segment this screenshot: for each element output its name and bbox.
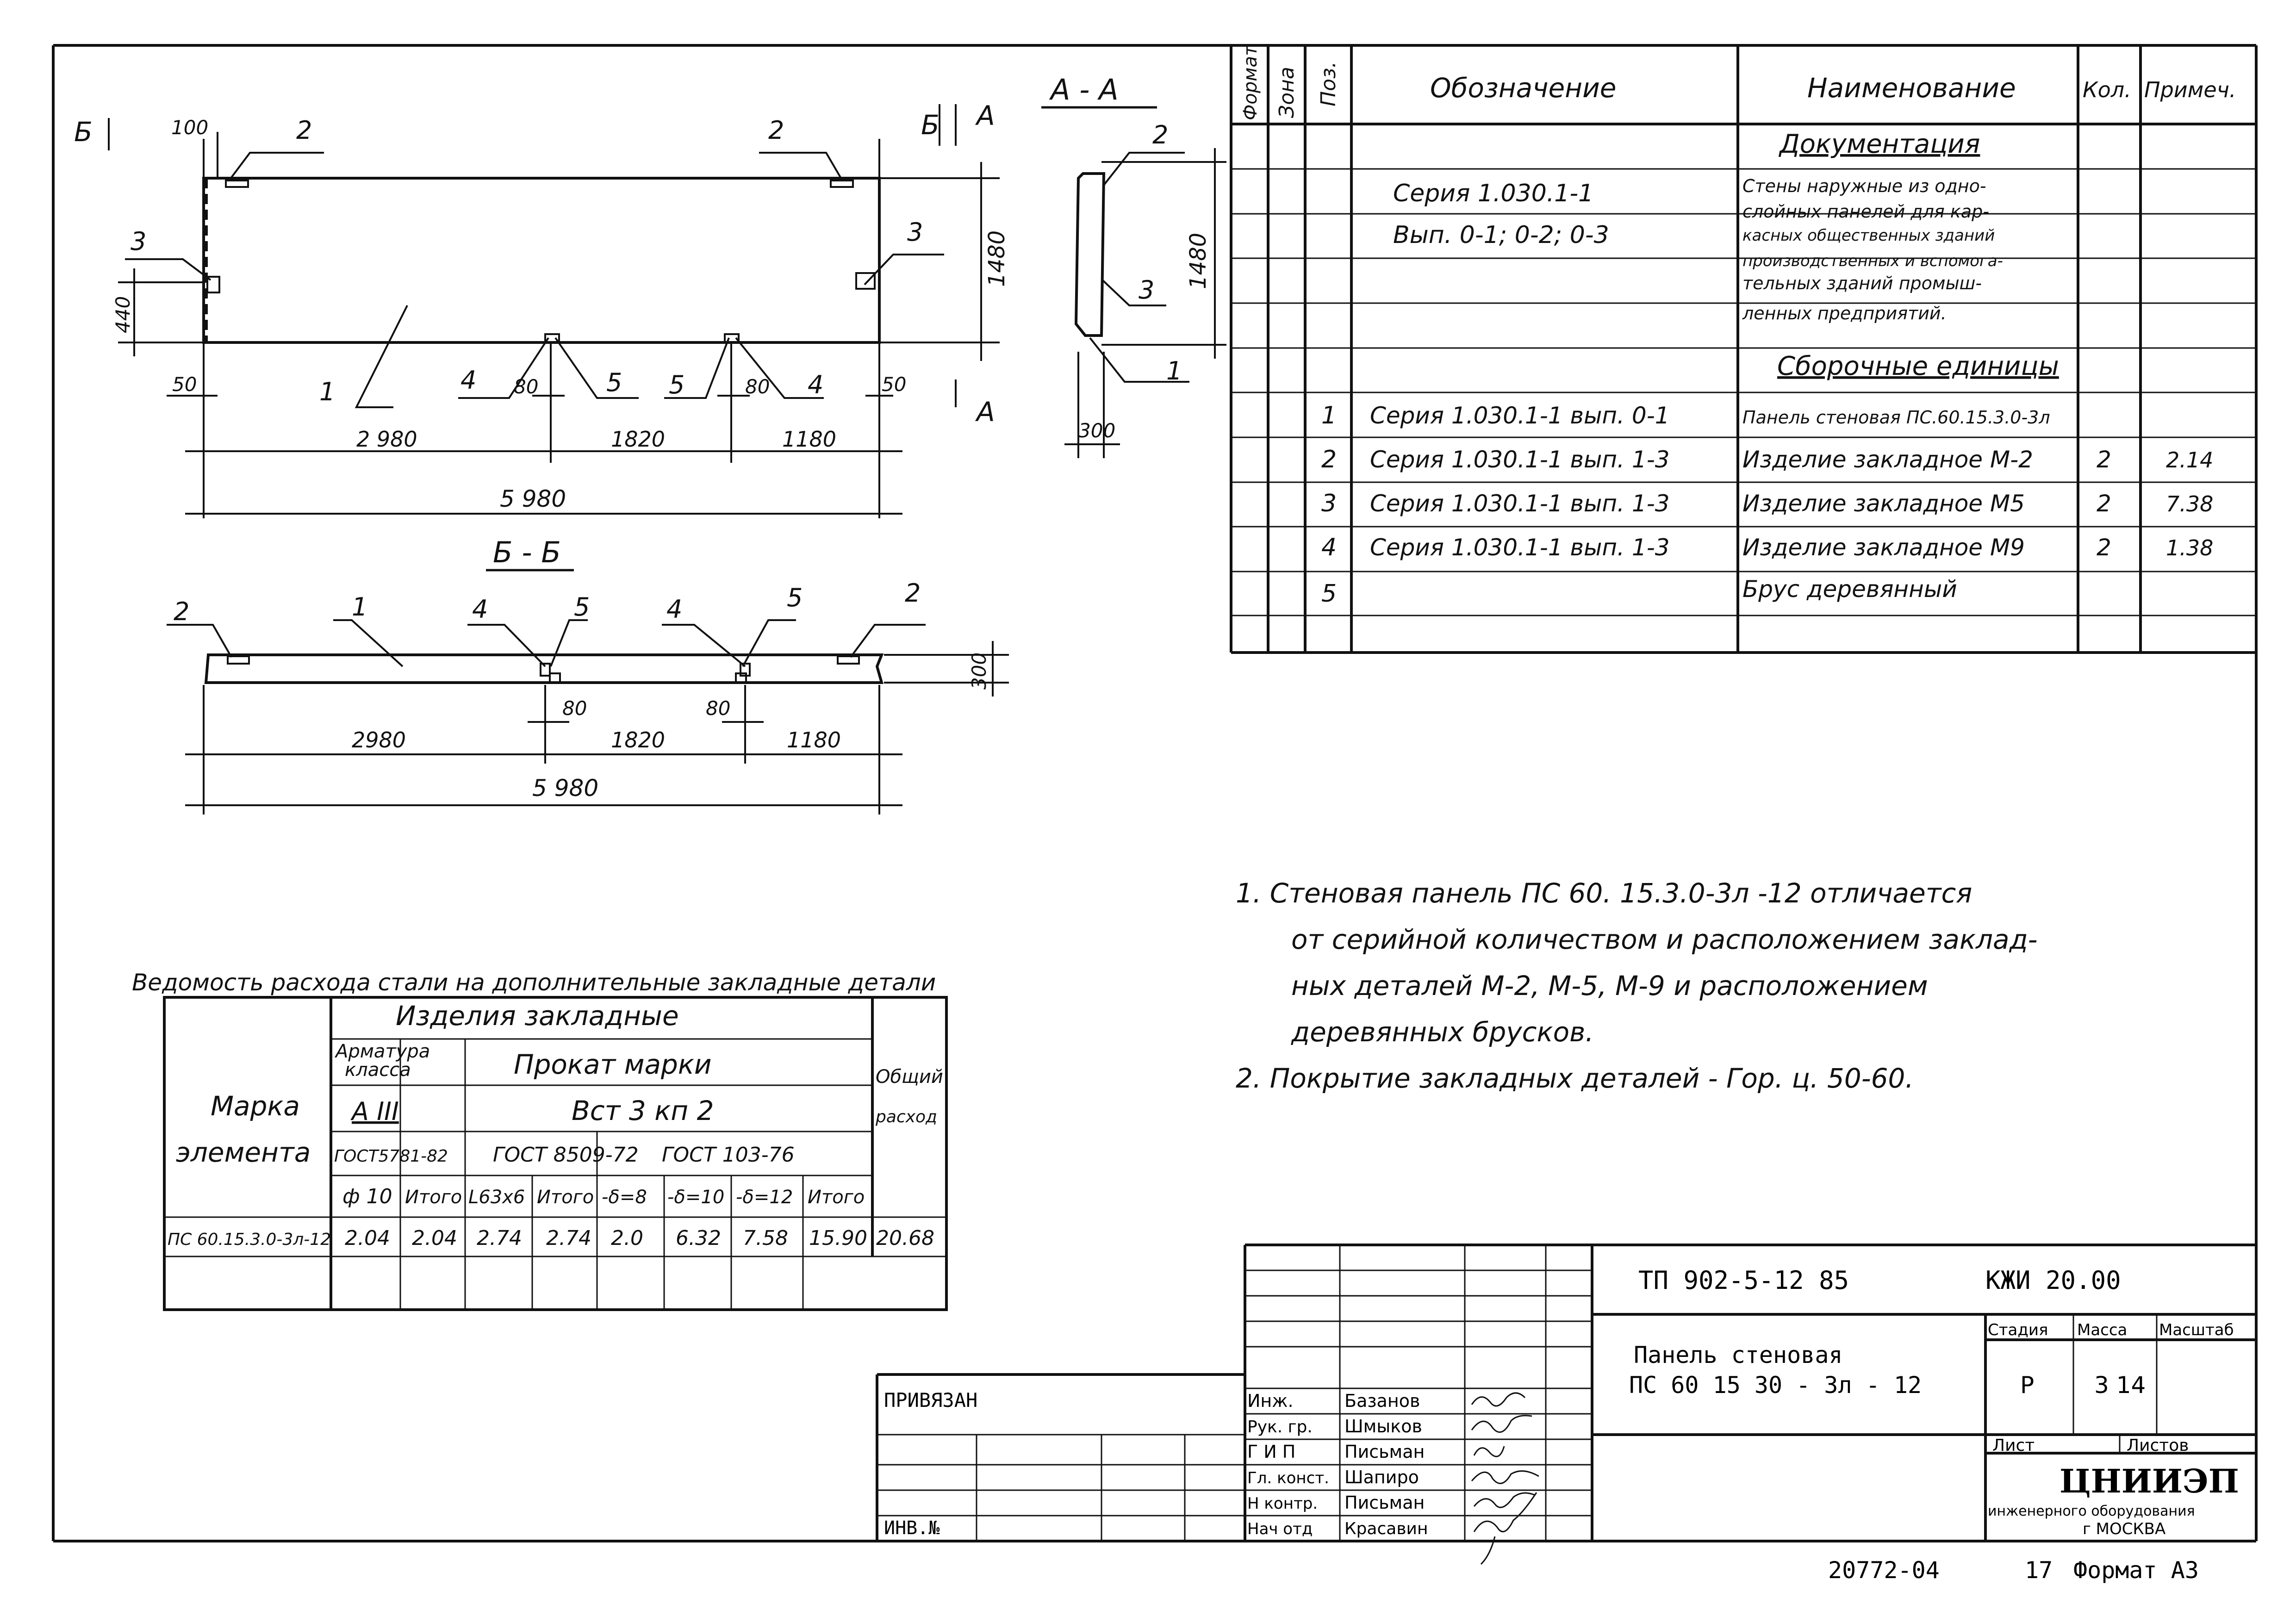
steel-gost-103: ГОСТ 103-76 bbox=[662, 1143, 795, 1167]
dim-1180: 1180 bbox=[782, 427, 837, 452]
steel-subheader: -δ=12 bbox=[736, 1187, 793, 1208]
section-bb-title: Б - Б bbox=[493, 535, 561, 569]
section-mark-b-left: Б bbox=[74, 116, 93, 148]
steel-rolled-grade: Вст 3 кп 2 bbox=[572, 1095, 714, 1126]
dim-5980: 5 980 bbox=[500, 485, 566, 512]
pos-label: 5 bbox=[574, 592, 590, 622]
sheets-label: Листов bbox=[2127, 1436, 2189, 1455]
steel-row-value: 7.58 bbox=[743, 1226, 788, 1250]
steel-rebar-gost: ГОСТ5781-82 bbox=[334, 1147, 448, 1166]
title-block bbox=[877, 1245, 2256, 1584]
page-number: 17 bbox=[2025, 1557, 2053, 1584]
role-label: Инж. bbox=[1247, 1391, 1294, 1411]
steel-items-header: Изделия закладные bbox=[396, 1000, 679, 1032]
pos-label: 2 bbox=[768, 116, 784, 145]
spec-row-note: 2.14 bbox=[2166, 448, 2214, 473]
bottom-number: 20772-04 bbox=[1828, 1557, 1940, 1584]
spec-header-note: Примеч. bbox=[2144, 77, 2236, 102]
notes bbox=[1236, 877, 2038, 1094]
note-line: от серийной количеством и расположением заклад- bbox=[1291, 924, 2038, 955]
pos-label: 5 bbox=[606, 368, 622, 397]
spec-header-format: Формат bbox=[1240, 45, 1261, 120]
spec-row-designation: Серия 1.030.1-1 вып. 1-3 bbox=[1370, 490, 1670, 517]
pos-label: 3 bbox=[131, 227, 147, 256]
spec-row-designation: Серия 1.030.1-1 вып. 0-1 bbox=[1370, 402, 1670, 429]
steel-row-mark: ПС 60.15.3.0-3л-12 bbox=[168, 1230, 331, 1249]
spec-header-pos: Поз. bbox=[1317, 61, 1340, 106]
role-label: Нач отд bbox=[1247, 1520, 1313, 1538]
dim-300: 300 bbox=[1078, 419, 1116, 442]
spec-row-designation: Серия 1.030.1-1 вып. 1-3 bbox=[1370, 534, 1670, 561]
pos-label: 2 bbox=[174, 597, 190, 626]
steel-row-value: 6.32 bbox=[676, 1226, 721, 1250]
person-name: Письман bbox=[1344, 1492, 1425, 1513]
doc-code: КЖИ 20.00 bbox=[1985, 1266, 2121, 1295]
steel-row-value: 2.04 bbox=[412, 1226, 457, 1250]
spec-header-qty: Кол. bbox=[2083, 77, 2131, 102]
pos-label: 1 bbox=[352, 592, 368, 622]
embedded-part-m2 bbox=[838, 656, 859, 664]
steel-rolled-header: Прокат марки bbox=[514, 1049, 712, 1080]
inv-no-label: ИНВ.№ bbox=[884, 1517, 940, 1539]
steel-total-header: Общий bbox=[876, 1066, 943, 1088]
spec-row-qty: 2 bbox=[2097, 446, 2111, 473]
spec-row-designation: Серия 1.030.1-1 вып. 1-3 bbox=[1370, 446, 1670, 473]
spec-row-qty: 2 bbox=[2097, 490, 2111, 517]
embedded-part-m2 bbox=[226, 180, 248, 187]
note-line: 2. Покрытие закладных деталей - Гор. ц. 50-60. bbox=[1236, 1063, 1914, 1094]
pos-label: 2 bbox=[296, 116, 312, 145]
person-name: Письман bbox=[1344, 1442, 1425, 1462]
section-mark-b-right: Б bbox=[921, 109, 940, 141]
steel-subheader: L63x6 bbox=[468, 1187, 525, 1208]
steel-subheader: Итого bbox=[405, 1187, 462, 1208]
pos-label: 2 bbox=[1152, 120, 1169, 149]
dim-5980: 5 980 bbox=[532, 775, 599, 802]
spec-doc-designation: Вып. 0-1; 0-2; 0-3 bbox=[1393, 221, 1609, 249]
embedded-part-m2 bbox=[831, 180, 853, 187]
section-mark-a: А bbox=[977, 100, 995, 131]
spec-row-name: Изделие закладное М5 bbox=[1742, 490, 2025, 517]
spec-doc-name: слойных панелей для кар- bbox=[1742, 201, 1989, 222]
steel-row-value: 2.04 bbox=[345, 1226, 390, 1250]
person-name: Шапиро bbox=[1344, 1467, 1419, 1487]
steel-subheader: -δ=10 bbox=[667, 1187, 725, 1208]
dim-80: 80 bbox=[745, 375, 770, 398]
stage-value: Р bbox=[2020, 1372, 2035, 1399]
dim-80: 80 bbox=[514, 375, 539, 398]
steel-rebar-grade: А III bbox=[352, 1097, 399, 1126]
spec-doc-designation: Серия 1.030.1-1 bbox=[1393, 180, 1594, 207]
steel-row-value: 2.0 bbox=[611, 1226, 643, 1250]
sheet-label: Лист bbox=[1992, 1436, 2035, 1455]
dim-300: 300 bbox=[968, 652, 990, 690]
pos-label: 3 bbox=[1139, 275, 1155, 305]
steel-row-value: 20.68 bbox=[876, 1226, 934, 1250]
spec-row-note: 1.38 bbox=[2166, 535, 2214, 560]
dim-2980: 2980 bbox=[352, 728, 406, 752]
steel-gost-8509: ГОСТ 8509-72 bbox=[493, 1143, 639, 1167]
steel-subheader: Итого bbox=[808, 1187, 865, 1208]
dim-50-left: 50 bbox=[172, 373, 197, 396]
pos-label: 4 bbox=[808, 370, 824, 399]
steel-row-value: 15.90 bbox=[809, 1226, 867, 1250]
dim-1820: 1820 bbox=[611, 728, 666, 752]
privyazan-label: ПРИВЯЗАН bbox=[884, 1389, 978, 1412]
spec-row-name: Изделие закладное М-2 bbox=[1742, 446, 2033, 473]
org-name: ЦНИИЭП bbox=[2060, 1462, 2239, 1500]
spec-doc-name: ленных предприятий. bbox=[1742, 303, 1947, 323]
spec-row-pos: 5 bbox=[1321, 580, 1337, 608]
spec-section-documentation: Документация bbox=[1780, 129, 1980, 159]
steel-subheader: -δ=8 bbox=[602, 1187, 647, 1208]
pos-label: 4 bbox=[460, 366, 477, 395]
dim-80: 80 bbox=[706, 697, 731, 720]
steel-rebar-class: Арматура bbox=[336, 1041, 430, 1062]
spec-header-name: Наименование bbox=[1807, 72, 2016, 104]
steel-subheader: Итого bbox=[537, 1187, 594, 1208]
steel-row-value: 2.74 bbox=[546, 1226, 591, 1250]
section-aa bbox=[1041, 73, 1226, 458]
mass-label: Масса bbox=[2077, 1321, 2128, 1339]
spec-row-name: Брус деревянный bbox=[1742, 576, 1957, 603]
role-label: Рук. гр. bbox=[1247, 1418, 1313, 1436]
pos-label: 3 bbox=[907, 218, 923, 247]
dim-1180: 1180 bbox=[787, 728, 841, 752]
spec-row-pos: 2 bbox=[1321, 446, 1337, 473]
pos-label: 5 bbox=[787, 583, 803, 612]
scale-label: Масштаб bbox=[2159, 1321, 2234, 1339]
spec-doc-name: производственных и вспомога- bbox=[1742, 252, 2003, 270]
mass-value: 3 14 bbox=[2094, 1372, 2146, 1399]
spec-doc-name: касных общественных зданий bbox=[1742, 226, 1995, 245]
role-label: Н контр. bbox=[1247, 1494, 1318, 1513]
steel-col-mark: Марка bbox=[211, 1090, 300, 1122]
spec-row-name: Изделие закладное М9 bbox=[1742, 534, 2025, 561]
dim-1480: 1480 bbox=[984, 230, 1010, 287]
person-name: Красавин bbox=[1344, 1519, 1428, 1538]
section-bb bbox=[167, 535, 1009, 815]
note-line: деревянных брусков. bbox=[1291, 1016, 1594, 1048]
steel-subheader: ф 10 bbox=[342, 1185, 392, 1208]
dim-440: 440 bbox=[112, 296, 134, 333]
steel-col-mark: элемента bbox=[176, 1137, 311, 1168]
specification-table bbox=[1231, 44, 2256, 653]
section-aa-title: А - А bbox=[1051, 73, 1119, 106]
role-label: Гл. конст. bbox=[1247, 1469, 1329, 1487]
spec-header-zone: Зона bbox=[1275, 67, 1299, 118]
steel-row-value: 2.74 bbox=[477, 1226, 522, 1250]
steel-total-header: расход bbox=[876, 1107, 937, 1126]
note-line: 1. Стеновая панель ПС 60. 15.3.0-3л -12 отличается bbox=[1236, 877, 1972, 909]
pos-label: 1 bbox=[319, 377, 336, 406]
org-subtitle: г МОСКВА bbox=[2083, 1520, 2166, 1538]
spec-row-pos: 4 bbox=[1321, 534, 1337, 561]
pos-label: 5 bbox=[669, 370, 685, 399]
person-name: Шмыков bbox=[1344, 1416, 1422, 1436]
sheet-title: ПС 60 15 30 - 3л - 12 bbox=[1629, 1372, 1922, 1399]
dim-100: 100 bbox=[171, 116, 209, 139]
spec-doc-name: тельных зданий промыш- bbox=[1742, 273, 1982, 293]
role-label: Г И П bbox=[1247, 1442, 1296, 1462]
stage-label: Стадия bbox=[1988, 1321, 2048, 1339]
spec-doc-name: Стены наружные из одно- bbox=[1742, 176, 1986, 196]
signatures bbox=[1472, 1393, 1539, 1564]
dim-1820: 1820 bbox=[611, 427, 666, 452]
steel-table-title: Ведомость расхода стали на дополнительные закладные детали bbox=[132, 969, 936, 996]
pos-label: 4 bbox=[666, 595, 683, 624]
pos-label: 4 bbox=[472, 595, 488, 624]
dim-2980: 2 980 bbox=[356, 427, 417, 452]
spec-row-qty: 2 bbox=[2097, 534, 2111, 561]
sheet-title: Панель стеновая bbox=[1634, 1342, 1843, 1368]
spec-row-pos: 3 bbox=[1321, 490, 1337, 517]
front-view bbox=[74, 100, 1010, 518]
pos-label: 1 bbox=[1166, 356, 1182, 386]
org-subtitle: инженерного оборудования bbox=[1988, 1503, 2195, 1519]
steel-consumption-table bbox=[132, 969, 946, 1310]
section-mark-a: А bbox=[977, 396, 995, 428]
spec-header-designation: Обозначение bbox=[1430, 72, 1617, 104]
spec-row-pos: 1 bbox=[1321, 402, 1337, 429]
person-name: Базанов bbox=[1344, 1391, 1420, 1411]
dim-50-right: 50 bbox=[882, 373, 907, 396]
steel-rebar-class: класса bbox=[345, 1059, 411, 1081]
project-code: ТП 902-5-12 85 bbox=[1638, 1266, 1849, 1295]
paper-format: Формат А3 bbox=[2073, 1557, 2199, 1584]
spec-section-assembly: Сборочные единицы bbox=[1777, 351, 2059, 381]
note-line: ных деталей М-2, М-5, М-9 и расположением bbox=[1291, 970, 1928, 1001]
embedded-part-m5 bbox=[856, 273, 875, 289]
dim-1480: 1480 bbox=[1185, 232, 1211, 289]
pos-label: 2 bbox=[905, 578, 921, 608]
spec-row-name: Панель стеновая ПС.60.15.3.0-3л bbox=[1742, 407, 2050, 428]
dim-80: 80 bbox=[562, 697, 587, 720]
spec-row-note: 7.38 bbox=[2166, 491, 2214, 516]
